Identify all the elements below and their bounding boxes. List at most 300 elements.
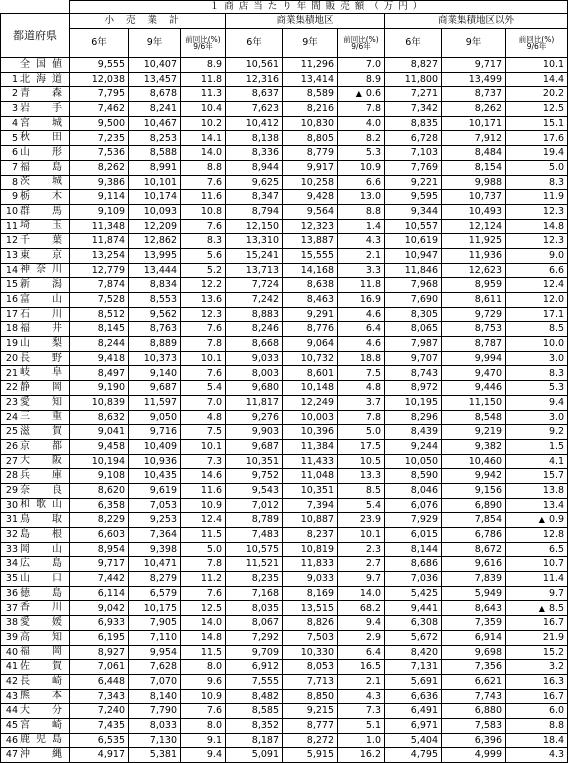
col-header-ratio: 前回比(%) 9/6年: [506, 29, 568, 58]
sales-cell: 7,061: [70, 660, 129, 675]
sales-cell: 11,348: [70, 219, 129, 234]
sales-cell: 5,425: [385, 586, 442, 601]
sales-cell: 8,246: [226, 322, 283, 337]
sales-cell: 6,621: [442, 674, 506, 689]
sales-cell: 8,463: [283, 293, 338, 308]
sales-cell: 10,003: [283, 410, 338, 425]
sales-cell: 10,148: [283, 381, 338, 396]
table-row: [1, 175, 568, 190]
prefecture-name: 和 歌 山: [20, 499, 62, 511]
sales-cell: 12,124: [442, 219, 506, 234]
prefecture-cell: [1, 395, 70, 410]
ratio-cell: 10.0: [506, 337, 568, 352]
ratio-cell: 11.6: [181, 483, 226, 498]
sales-cell: 9,428: [283, 190, 338, 205]
sales-cell: 7,053: [129, 498, 181, 513]
sales-cell: 8,991: [129, 160, 181, 175]
prefecture-number: 29: [5, 485, 18, 497]
sales-cell: 9,564: [283, 204, 338, 219]
sales-cell: 7,724: [226, 278, 283, 293]
sales-cell: 6,933: [70, 616, 129, 631]
sales-cell: 8,590: [385, 469, 442, 484]
sales-cell: 13,444: [129, 263, 181, 278]
sales-cell: 7,769: [385, 160, 442, 175]
ratio-cell: 21.9: [506, 630, 568, 645]
sales-cell: 9,050: [129, 410, 181, 425]
table-row: [1, 337, 568, 352]
ratio-cell: ▲ 8.5: [506, 601, 568, 616]
sales-cell: 10,174: [129, 190, 181, 205]
ratio-cell: 7.6: [181, 219, 226, 234]
prefecture-number: 25: [5, 426, 18, 438]
sales-cell: 9,244: [385, 439, 442, 454]
sales-cell: 7,356: [442, 660, 506, 675]
sales-cell: 6,308: [385, 616, 442, 631]
sales-cell: 7,394: [283, 498, 338, 513]
sales-cell: 9,709: [226, 645, 283, 660]
sales-cell: 7,536: [70, 146, 129, 161]
sales-cell: 8,944: [226, 160, 283, 175]
sales-cell: 8,237: [283, 528, 338, 543]
table-row: [1, 748, 568, 763]
ratio-cell: 12.3: [181, 307, 226, 322]
sales-cell: 9,500: [70, 116, 129, 131]
table-row: [1, 234, 568, 249]
prefecture-name: 兵 庫: [20, 470, 62, 482]
sales-cell: 8,347: [226, 190, 283, 205]
sales-cell: 10,435: [129, 469, 181, 484]
ratio-cell: 7.6: [181, 322, 226, 337]
prefecture-number: 13: [5, 250, 18, 262]
sales-cell: 6,114: [70, 586, 129, 601]
prefecture-number: 44: [5, 705, 18, 717]
sales-cell: 6,076: [385, 498, 442, 513]
table-row: [1, 58, 568, 73]
prefecture-number: 3: [11, 103, 18, 115]
table-row: [1, 131, 568, 146]
sales-cell: 9,707: [385, 351, 442, 366]
prefecture-number: 2: [11, 88, 18, 100]
ratio-cell: 8.9: [181, 58, 226, 73]
table-row: [1, 87, 568, 102]
sales-cell: 9,114: [70, 190, 129, 205]
prefecture-cell: [1, 204, 70, 219]
sales-cell: 8,187: [226, 733, 283, 748]
sales-cell: 7,435: [70, 718, 129, 733]
prefecture-cell: [1, 160, 70, 175]
prefecture-cell: [1, 146, 70, 161]
prefecture-number: 11: [5, 220, 18, 232]
prefecture-name: 青 森: [20, 88, 62, 100]
ratio-cell: 15.2: [506, 645, 568, 660]
ratio-cell: 16.7: [506, 689, 568, 704]
sales-cell: 9,616: [442, 557, 506, 572]
prefecture-number: 10: [5, 205, 18, 217]
ratio-cell: 11.2: [181, 572, 226, 587]
prefecture-number: 37: [5, 602, 18, 614]
prefecture-name: 愛 知: [20, 396, 62, 408]
sales-cell: 8,262: [70, 160, 129, 175]
sales-cell: 8,678: [129, 87, 181, 102]
sales-cell: 10,471: [129, 557, 181, 572]
sales-cell: 8,484: [442, 146, 506, 161]
sales-cell: 8,827: [385, 58, 442, 73]
prefecture-name: 福 岡: [20, 646, 62, 658]
ratio-cell: 12.8: [506, 528, 568, 543]
table-row: [1, 469, 568, 484]
ratio-cell: 6.6: [338, 175, 385, 190]
prefecture-number: 39: [5, 631, 18, 643]
table-row: [1, 601, 568, 616]
ratio-cell: 6.5: [506, 542, 568, 557]
prefecture-cell: [1, 601, 70, 616]
sales-cell: 12,623: [442, 263, 506, 278]
prefecture-name: 京 都: [20, 440, 62, 452]
ratio-cell: 10.9: [181, 498, 226, 513]
sales-cell: 10,351: [283, 483, 338, 498]
table-row: [1, 146, 568, 161]
ratio-cell: 68.2: [338, 601, 385, 616]
prefecture-cell: [1, 542, 70, 557]
ratio-cell: 10.8: [181, 204, 226, 219]
prefecture-number: 12: [5, 235, 18, 247]
ratio-cell: 7.5: [338, 366, 385, 381]
ratio-cell: 14.1: [181, 131, 226, 146]
sales-cell: 8,668: [226, 337, 283, 352]
ratio-cell: 6.4: [338, 322, 385, 337]
sales-cell: 7,012: [226, 498, 283, 513]
table-row: [1, 572, 568, 587]
sales-cell: 5,091: [226, 748, 283, 763]
sales-cell: 4,795: [385, 748, 442, 763]
sales-cell: 9,041: [70, 425, 129, 440]
sales-cell: 6,396: [442, 733, 506, 748]
sales-cell: 9,033: [226, 351, 283, 366]
ratio-cell: 11.3: [181, 87, 226, 102]
sales-cell: 7,130: [129, 733, 181, 748]
table-row: [1, 718, 568, 733]
sales-cell: 8,439: [385, 425, 442, 440]
sales-cell: 6,912: [226, 660, 283, 675]
sales-cell: 9,942: [442, 469, 506, 484]
ratio-cell: 9.7: [338, 572, 385, 587]
sales-cell: 8,883: [226, 307, 283, 322]
prefecture-number: 38: [5, 617, 18, 629]
prefecture-number: 24: [5, 411, 18, 423]
sales-cell: 13,887: [283, 234, 338, 249]
sales-cell: 7,905: [129, 616, 181, 631]
sales-cell: 7,343: [70, 689, 129, 704]
sales-cell: 10,194: [70, 454, 129, 469]
sales-cell: 10,467: [129, 116, 181, 131]
non-commercial-area-header: 商業集積地区以外: [385, 14, 568, 29]
sales-cell: 8,065: [385, 322, 442, 337]
prefecture-name: 沖 縄: [20, 749, 62, 761]
prefecture-name: 富 山: [20, 293, 62, 305]
ratio-cell: 7.3: [181, 454, 226, 469]
sales-cell: 9,687: [129, 381, 181, 396]
ratio-cell: 8.3: [506, 175, 568, 190]
sales-cell: 8,777: [283, 718, 338, 733]
sales-cell: 11,800: [385, 72, 442, 87]
ratio-cell: 8.8: [506, 718, 568, 733]
prefecture-name: 東 京: [20, 249, 62, 261]
ratio-cell: 10.1: [338, 528, 385, 543]
sales-cell: 10,732: [283, 351, 338, 366]
ratio-cell: 12.4: [181, 513, 226, 528]
sales-cell: 8,067: [226, 616, 283, 631]
sales-cell: 9,140: [129, 366, 181, 381]
sales-cell: 15,241: [226, 248, 283, 263]
ratio-cell: 2.9: [338, 630, 385, 645]
prefecture-cell: [1, 293, 70, 308]
ratio-cell: 14.4: [506, 72, 568, 87]
sales-cell: 7,240: [70, 704, 129, 719]
ratio-cell: 17.6: [506, 131, 568, 146]
sales-cell: 9,752: [226, 469, 283, 484]
sales-cell: 5,949: [442, 586, 506, 601]
ratio-cell: 10.1: [181, 439, 226, 454]
ratio-cell: 3.3: [338, 263, 385, 278]
sales-cell: 9,276: [226, 410, 283, 425]
sales-cell: 8,305: [385, 307, 442, 322]
sales-cell: 8,033: [129, 718, 181, 733]
prefecture-cell: [1, 278, 70, 293]
ratio-cell: 8.2: [338, 131, 385, 146]
prefecture-name: 三 重: [20, 411, 62, 423]
sales-cell: 9,555: [70, 58, 129, 73]
sales-cell: 10,737: [442, 190, 506, 205]
col-header-year9: 9年: [442, 29, 506, 58]
sales-cell: 9,954: [129, 645, 181, 660]
sales-cell: 8,763: [129, 322, 181, 337]
sales-cell: 11,846: [385, 263, 442, 278]
ratio-cell: 11.9: [506, 190, 568, 205]
ratio-cell: 1.4: [338, 219, 385, 234]
sales-cell: 5,381: [129, 748, 181, 763]
prefecture-cell: [1, 351, 70, 366]
prefecture-cell: [1, 72, 70, 87]
sales-cell: 10,050: [385, 454, 442, 469]
ratio-cell: 9.1: [181, 733, 226, 748]
prefecture-cell: [1, 234, 70, 249]
sales-cell: 7,442: [70, 572, 129, 587]
sales-cell: 6,535: [70, 733, 129, 748]
table-row: [1, 381, 568, 396]
prefecture-number: 47: [5, 749, 18, 761]
sales-cell: 8,632: [70, 410, 129, 425]
ratio-cell: 7.5: [181, 425, 226, 440]
sales-cell: 7,854: [442, 513, 506, 528]
sales-cell: 6,491: [385, 704, 442, 719]
col-header-year9: 9年: [129, 29, 181, 58]
ratio-cell: 18.8: [338, 351, 385, 366]
ratio-cell: 16.2: [338, 748, 385, 763]
prefecture-cell: [1, 454, 70, 469]
sales-cell: 8,686: [385, 557, 442, 572]
sales-cell: 7,795: [70, 87, 129, 102]
sales-cell: 7,628: [129, 660, 181, 675]
prefecture-name: 神 奈 川: [20, 264, 62, 276]
prefecture-cell: [1, 469, 70, 484]
table-row: [1, 454, 568, 469]
prefecture-name: 奈 良: [20, 484, 62, 496]
ratio-cell: 7.6: [181, 586, 226, 601]
sales-cell: 7,168: [226, 586, 283, 601]
sales-cell: 9,219: [442, 425, 506, 440]
prefecture-name: 宮 崎: [20, 719, 62, 731]
sales-cell: 5,915: [283, 748, 338, 763]
sales-cell: 12,323: [283, 219, 338, 234]
sales-cell: 7,790: [129, 704, 181, 719]
prefecture-cell: [1, 87, 70, 102]
sales-cell: 10,561: [226, 58, 283, 73]
sales-cell: 9,156: [442, 483, 506, 498]
sales-cell: 6,890: [442, 498, 506, 513]
table-row: [1, 660, 568, 675]
prefecture-number: 45: [5, 720, 18, 732]
table-row: [1, 616, 568, 631]
table-row: [1, 674, 568, 689]
table-row: [1, 513, 568, 528]
prefecture-cell: [1, 704, 70, 719]
sales-cell: 7,483: [226, 528, 283, 543]
prefecture-name: 徳 島: [20, 587, 62, 599]
prefecture-name: 栃 木: [20, 191, 62, 203]
prefecture-number: 16: [5, 294, 18, 306]
sales-cell: 8,145: [70, 322, 129, 337]
prefecture-number: 41: [5, 661, 18, 673]
prefecture-name: 大 分: [20, 705, 62, 717]
prefecture-name: 岐 阜: [20, 367, 62, 379]
sales-cell: 8,253: [129, 131, 181, 146]
sales-cell: 6,358: [70, 498, 129, 513]
sales-cell: 9,386: [70, 175, 129, 190]
sales-cell: 11,433: [283, 454, 338, 469]
ratio-cell: 3.0: [506, 410, 568, 425]
prefecture-name: 全 国 値: [20, 58, 62, 70]
ratio-cell: 5.3: [506, 381, 568, 396]
sales-cell: 13,995: [129, 248, 181, 263]
ratio-cell: 3.0: [506, 351, 568, 366]
sales-cell: 8,241: [129, 102, 181, 117]
sales-cell: 7,743: [442, 689, 506, 704]
prefecture-cell: [1, 528, 70, 543]
prefecture-number: 43: [5, 690, 18, 702]
sales-cell: 8,834: [129, 278, 181, 293]
ratio-cell: 9.6: [181, 674, 226, 689]
sales-cell: 8,169: [283, 586, 338, 601]
sales-cell: 7,131: [385, 660, 442, 675]
ratio-cell: 7.8: [181, 557, 226, 572]
ratio-cell: 2.3: [338, 542, 385, 557]
ratio-cell: 8.3: [506, 366, 568, 381]
sales-cell: 9,917: [283, 160, 338, 175]
ratio-cell: 17.5: [338, 439, 385, 454]
sales-cell: 8,672: [442, 542, 506, 557]
ratio-cell: 4.0: [338, 116, 385, 131]
sales-cell: 10,575: [226, 542, 283, 557]
ratio-cell: 10.2: [181, 116, 226, 131]
sales-cell: 12,209: [129, 219, 181, 234]
prefecture-number: 31: [5, 514, 18, 526]
table-row: [1, 263, 568, 278]
sales-cell: 8,588: [129, 146, 181, 161]
table-row: [1, 410, 568, 425]
prefecture-number: 14: [5, 264, 18, 276]
sales-cell: 9,398: [129, 542, 181, 557]
ratio-cell: 4.6: [338, 337, 385, 352]
sales-cell: 11,817: [226, 395, 283, 410]
sales-cell: 9,470: [442, 366, 506, 381]
ratio-cell: 4.3: [506, 748, 568, 763]
ratio-cell: 12.4: [506, 278, 568, 293]
sales-cell: 13,515: [283, 601, 338, 616]
prefecture-cell: [1, 483, 70, 498]
prefecture-name: 北 海 道: [20, 73, 62, 85]
prefecture-cell: [1, 116, 70, 131]
prefecture-cell: [1, 630, 70, 645]
sales-cell: 13,713: [226, 263, 283, 278]
table-row: [1, 586, 568, 601]
sales-cell: 10,819: [283, 542, 338, 557]
sales-cell: 10,101: [129, 175, 181, 190]
sales-cell: 10,412: [226, 116, 283, 131]
table-row: [1, 366, 568, 381]
sales-cell: 10,460: [442, 454, 506, 469]
sales-cell: 9,729: [442, 307, 506, 322]
prefecture-name: 鹿 児 島: [20, 734, 62, 746]
ratio-cell: 2.1: [338, 674, 385, 689]
sales-cell: 8,235: [226, 572, 283, 587]
table-row: [1, 116, 568, 131]
prefecture-number: 8: [11, 176, 18, 188]
ratio-cell: 16.7: [506, 616, 568, 631]
ratio-cell: 12.5: [506, 102, 568, 117]
sales-cell: 4,999: [442, 748, 506, 763]
sales-cell: 8,279: [129, 572, 181, 587]
sales-cell: 12,779: [70, 263, 129, 278]
prefecture-number: 32: [5, 529, 18, 541]
sales-cell: 6,195: [70, 630, 129, 645]
prefecture-name: 新 潟: [20, 279, 62, 291]
ratio-cell: 2.1: [338, 248, 385, 263]
sales-cell: 8,216: [283, 102, 338, 117]
table-row: [1, 219, 568, 234]
sales-cell: 8,138: [226, 131, 283, 146]
sales-cell: 7,292: [226, 630, 283, 645]
sales-cell: 7,036: [385, 572, 442, 587]
ratio-cell: 4.8: [338, 381, 385, 396]
prefecture-name: 大 阪: [20, 455, 62, 467]
ratio-cell: 11.4: [506, 572, 568, 587]
sales-cell: 5,672: [385, 630, 442, 645]
prefecture-name: 高 知: [20, 631, 62, 643]
table-row: [1, 351, 568, 366]
ratio-cell: 13.3: [338, 469, 385, 484]
sales-cell: 11,296: [283, 58, 338, 73]
sales-cell: 9,064: [283, 337, 338, 352]
ratio-cell: 11.6: [181, 190, 226, 205]
sales-cell: 9,903: [226, 425, 283, 440]
ratio-cell: 8.5: [338, 483, 385, 498]
table-body: [1, 58, 568, 763]
sales-cell: 10,351: [226, 454, 283, 469]
ratio-cell: 14.0: [181, 616, 226, 631]
ratio-cell: 12.3: [506, 234, 568, 249]
prefecture-name: 山 口: [20, 572, 62, 584]
prefecture-number: 5: [11, 132, 18, 144]
